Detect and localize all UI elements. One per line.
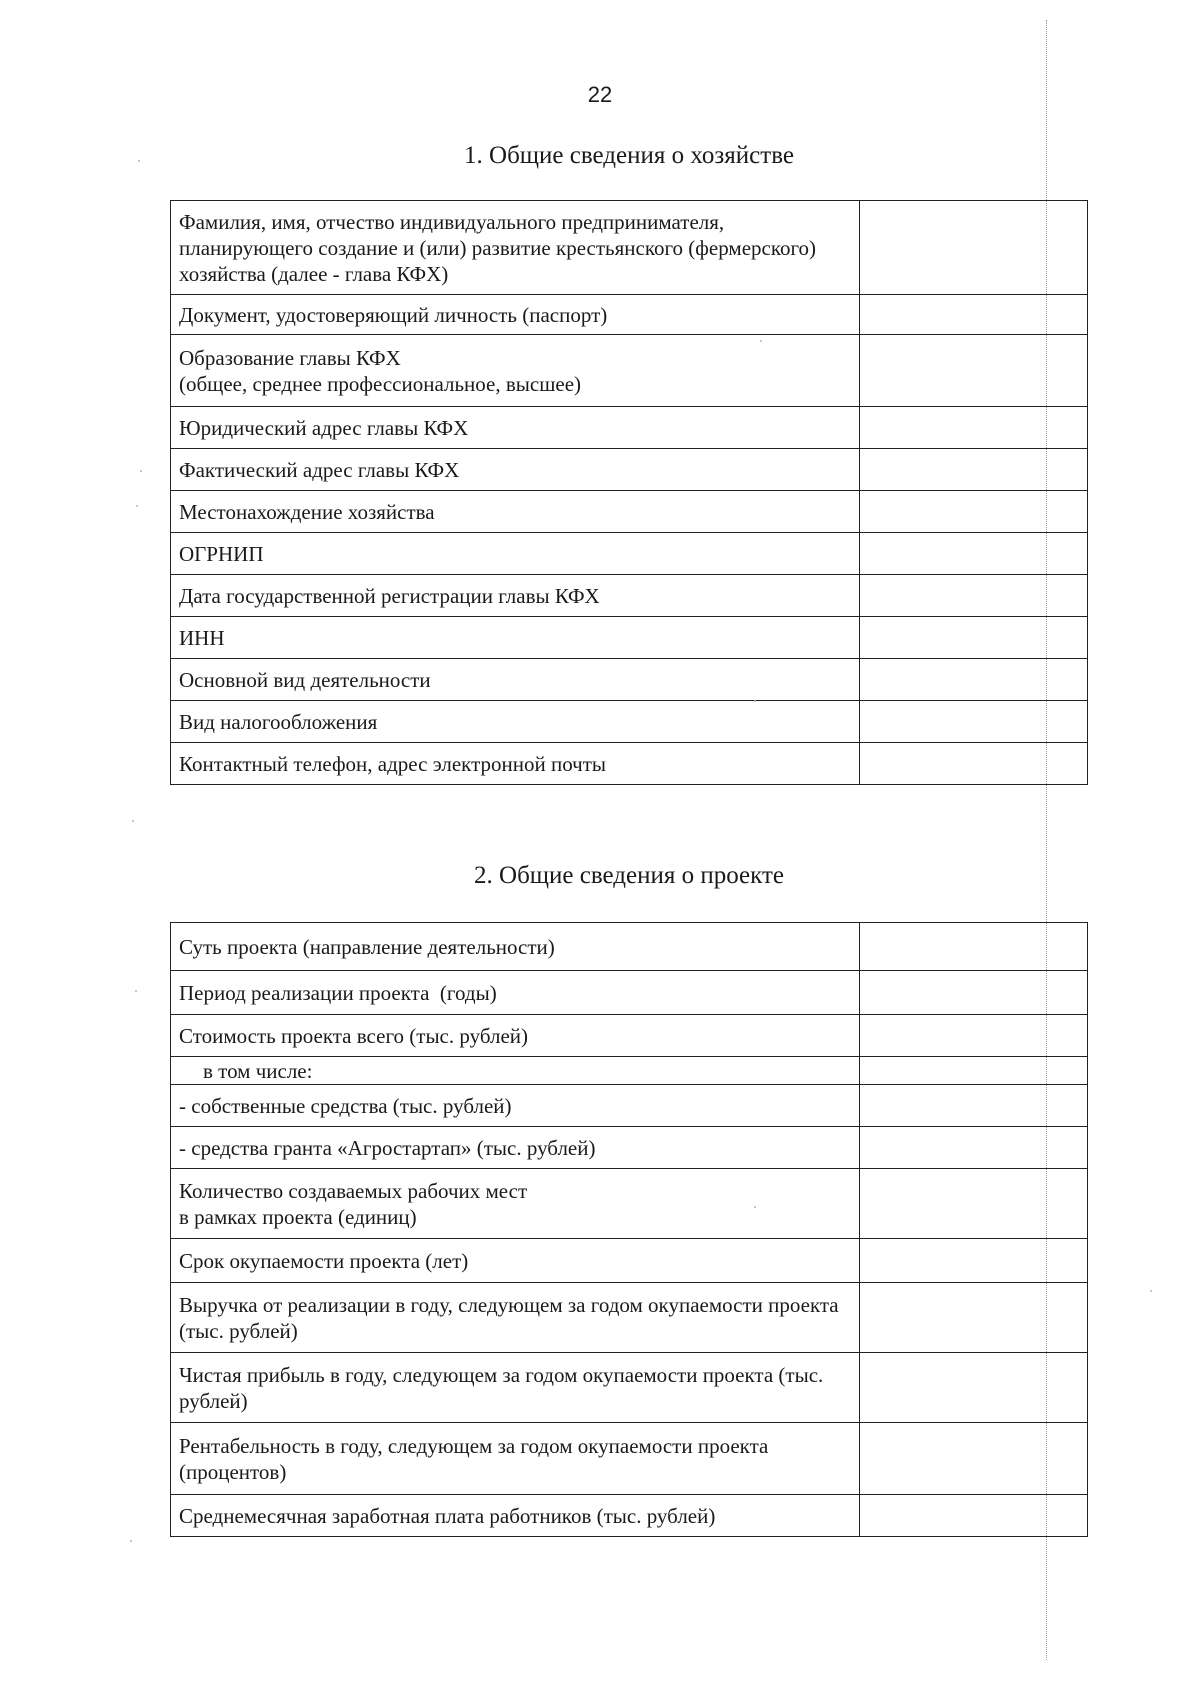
table-row (171, 743, 1088, 785)
row-label-taxation-type: Вид налогообложения (171, 701, 860, 743)
row-value-field[interactable] (860, 743, 1088, 785)
table-row (171, 971, 1088, 1015)
row-value-field[interactable] (860, 575, 1088, 617)
farm-info-table (170, 200, 1088, 785)
table-row (171, 923, 1088, 971)
scan-speck (136, 505, 138, 507)
row-value-field[interactable] (860, 491, 1088, 533)
row-value-field[interactable] (860, 1169, 1088, 1239)
scan-speck (140, 470, 142, 472)
table-row (171, 1495, 1088, 1537)
row-label-jobs-created (171, 1169, 860, 1239)
table-row (171, 335, 1088, 407)
scan-speck (754, 700, 756, 702)
table-row (171, 533, 1088, 575)
table-row (171, 617, 1088, 659)
table-row (171, 295, 1088, 335)
row-value-field[interactable] (860, 295, 1088, 335)
row-label-profitability: Рентабельность в году, следующем за годом окупаемости проекта (процентов) (171, 1423, 860, 1495)
row-label-legal-address: Юридический адрес главы КФХ (171, 407, 860, 449)
row-value-field[interactable] (860, 1353, 1088, 1423)
row-value-field[interactable] (860, 1015, 1088, 1057)
row-value-field[interactable] (860, 1085, 1088, 1127)
row-value-field[interactable] (860, 1057, 1088, 1085)
row-label-main-activity: Основной вид деятельности (171, 659, 860, 701)
row-label-payback-period: Срок окупаемости проекта (лет) (171, 1239, 860, 1283)
table-row (171, 701, 1088, 743)
row-label-average-salary: Среднемесячная заработная плата работников (тыс. рублей) (171, 1495, 860, 1537)
row-label-project-period (171, 971, 860, 1015)
scan-speck (132, 820, 134, 822)
table-row (171, 1015, 1088, 1057)
row-label-contacts: Контактный телефон, адрес электронной почты (171, 743, 860, 785)
table-row (171, 1085, 1088, 1127)
table-row (171, 1057, 1088, 1085)
scan-speck (760, 340, 762, 342)
table-row (171, 1423, 1088, 1495)
scan-speck (754, 1206, 756, 1208)
row-label-education (171, 335, 860, 407)
table-row (171, 449, 1088, 491)
row-label-head-name: Фамилия, имя, отчество индивидуального предпринимателя, планирующего создание и (или) развитие крестьянского (фермерского) хозяйства (далее - глава КФХ) (171, 201, 860, 295)
row-value-field[interactable] (860, 407, 1088, 449)
table-row (171, 1353, 1088, 1423)
scan-speck (130, 1540, 132, 1542)
table-row (171, 201, 1088, 295)
scan-speck (138, 160, 140, 162)
section-2-title: 2. Общие сведения о проекте (474, 862, 784, 889)
row-value-field[interactable] (860, 201, 1088, 295)
row-value-field[interactable] (860, 1239, 1088, 1283)
row-label-project-essence: Суть проекта (направление деятельности) (171, 923, 860, 971)
page-number: 22 (587, 82, 613, 107)
row-value-field[interactable] (860, 1423, 1088, 1495)
row-value-field[interactable] (860, 971, 1088, 1015)
row-value-field[interactable] (860, 659, 1088, 701)
jobs-created-text: Количество создаваемых рабочих мест в рамках проекта (единиц) (179, 1178, 528, 1229)
row-label-revenue: Выручка от реализации в году, следующем за годом окупаемости проекта (тыс. рублей) (171, 1283, 860, 1353)
row-value-field[interactable] (860, 533, 1088, 575)
education-line-1: Образование главы КФХ (общее, среднее профессиональное, высшее) (179, 345, 582, 396)
row-value-field[interactable] (860, 701, 1088, 743)
row-value-field[interactable] (860, 1283, 1088, 1353)
row-value-field[interactable] (860, 923, 1088, 971)
project-period-text: Период реализации проекта (годы) (179, 980, 497, 1005)
section-1-title: 1. Общие сведения о хозяйстве (464, 142, 794, 169)
row-label-registration-date: Дата государственной регистрации главы КФХ (171, 575, 860, 617)
table-row (171, 1127, 1088, 1169)
row-value-field[interactable] (860, 335, 1088, 407)
row-value-field[interactable] (860, 1127, 1088, 1169)
table-row (171, 1239, 1088, 1283)
row-label-own-funds: - собственные средства (тыс. рублей) (171, 1085, 860, 1127)
row-label-farm-location: Местонахождение хозяйства (171, 491, 860, 533)
row-label-identity-document: Документ, удостоверяющий личность (паспорт) (171, 295, 860, 335)
row-label-grant-funds: - средства гранта «Агростартап» (тыс. рублей) (171, 1127, 860, 1169)
table-row (171, 1169, 1088, 1239)
table-row (171, 659, 1088, 701)
table-row (171, 1283, 1088, 1353)
row-value-field[interactable] (860, 1495, 1088, 1537)
project-info-table (170, 922, 1088, 1537)
table-row (171, 491, 1088, 533)
table-row (171, 575, 1088, 617)
row-label-project-cost: Стоимость проекта всего (тыс. рублей) (171, 1015, 860, 1057)
row-label-including: в том числе: (171, 1057, 860, 1085)
scan-speck (135, 990, 137, 992)
scan-speck (1150, 1290, 1152, 1292)
row-label-net-profit: Чистая прибыль в году, следующем за годом окупаемости проекта (тыс. рублей) (171, 1353, 860, 1423)
row-label-actual-address: Фактический адрес главы КФХ (171, 449, 860, 491)
row-label-ogrnip: ОГРНИП (171, 533, 860, 575)
row-value-field[interactable] (860, 449, 1088, 491)
table-row (171, 407, 1088, 449)
row-label-inn: ИНН (171, 617, 860, 659)
row-value-field[interactable] (860, 617, 1088, 659)
